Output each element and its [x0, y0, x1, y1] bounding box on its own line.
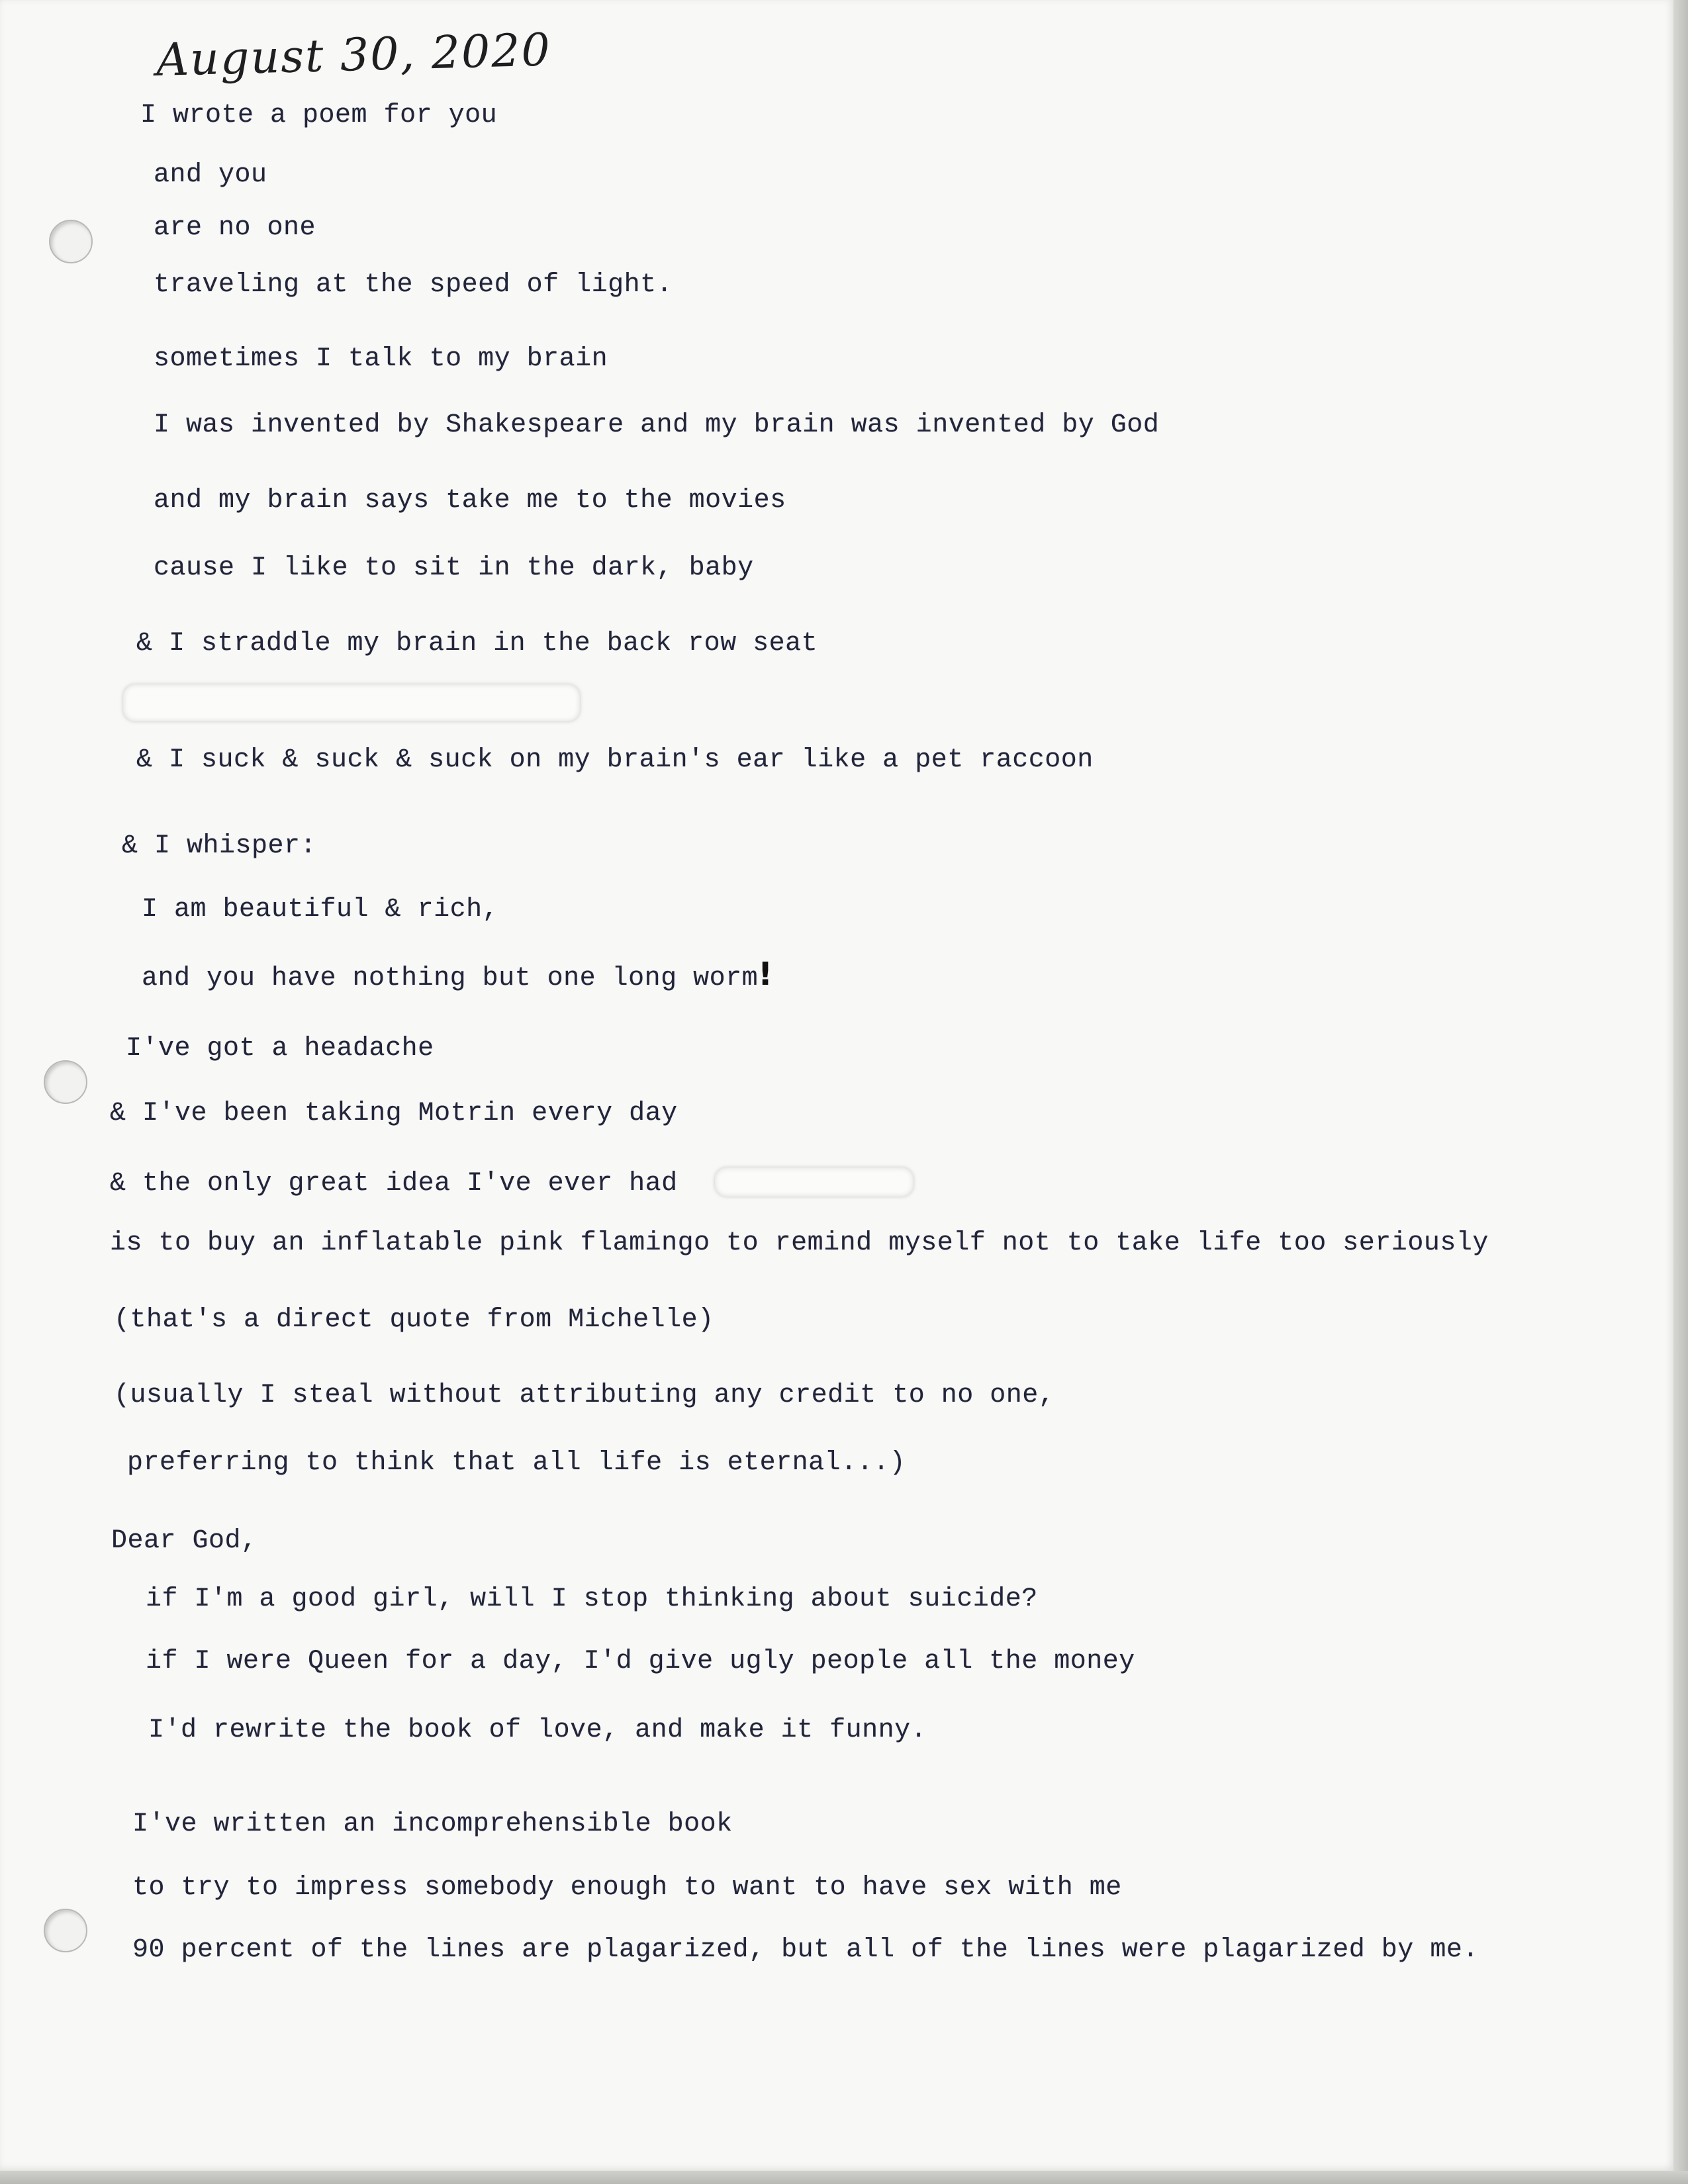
- poem-line-10: & I suck & suck & suck on my brain's ear like a pet raccoon: [136, 745, 1094, 775]
- binder-hole-bottom: [44, 1909, 87, 1952]
- handwritten-date: August 30, 2020: [155, 24, 552, 87]
- poem-line-25: I've written an incomprehensible book: [132, 1809, 733, 1839]
- correction-fluid-patch: [123, 684, 580, 721]
- poem-line-6: I was invented by Shakespeare and my brain was invented by God: [154, 410, 1160, 440]
- poem-line-27: 90 percent of the lines are plagarized, but all of the lines were plagarized by me.: [132, 1935, 1479, 1965]
- page-edge-right: [1673, 0, 1688, 2184]
- poem-line-16: & the only great idea I've ever had: [110, 1169, 678, 1199]
- page-edge-bottom: [0, 2171, 1688, 2184]
- poem-line-18: (that's a direct quote from Michelle): [114, 1305, 714, 1335]
- poem-line-23: if I were Queen for a day, I'd give ugly people all the money: [146, 1647, 1135, 1676]
- poem-line-9: & I straddle my brain in the back row seat: [136, 629, 818, 659]
- poem-line-11: & I whisper:: [122, 831, 317, 861]
- poem-line-5: sometimes I talk to my brain: [154, 344, 608, 374]
- poem-line-13-text: and you have nothing but one long worm: [142, 964, 759, 993]
- poem-line-4: traveling at the speed of light.: [154, 270, 673, 300]
- poem-line-12: I am beautiful & rich,: [142, 895, 499, 925]
- handwritten-exclamation: !: [758, 956, 773, 993]
- poem-line-8: cause I like to sit in the dark, baby: [154, 553, 754, 583]
- poem-line-17: is to buy an inflatable pink flamingo to remind myself not to take life too seriously: [110, 1228, 1489, 1258]
- poem-line-2: and you: [154, 160, 267, 190]
- poem-line-13: [142, 956, 773, 993]
- poem-line-1: I wrote a poem for you: [140, 101, 498, 130]
- binder-hole-middle: [44, 1060, 87, 1104]
- correction-fluid-patch-small: [715, 1167, 914, 1197]
- poem-line-22: if I'm a good girl, will I stop thinking about suicide?: [146, 1584, 1038, 1614]
- poem-line-20: preferring to think that all life is eternal...): [127, 1448, 906, 1478]
- poem-line-15: & I've been taking Motrin every day: [110, 1099, 678, 1128]
- poem-line-26: to try to impress somebody enough to want to have sex with me: [132, 1873, 1122, 1903]
- poem-line-7: and my brain says take me to the movies: [154, 486, 786, 516]
- poem-line-24: I'd rewrite the book of love, and make it funny.: [148, 1715, 927, 1745]
- poem-line-3: are no one: [154, 213, 316, 243]
- binder-hole-top: [49, 220, 93, 263]
- poem-line-14: I've got a headache: [126, 1034, 434, 1064]
- poem-line-21: Dear God,: [111, 1526, 258, 1556]
- poem-line-19: (usually I steal without attributing any credit to no one,: [114, 1381, 1055, 1410]
